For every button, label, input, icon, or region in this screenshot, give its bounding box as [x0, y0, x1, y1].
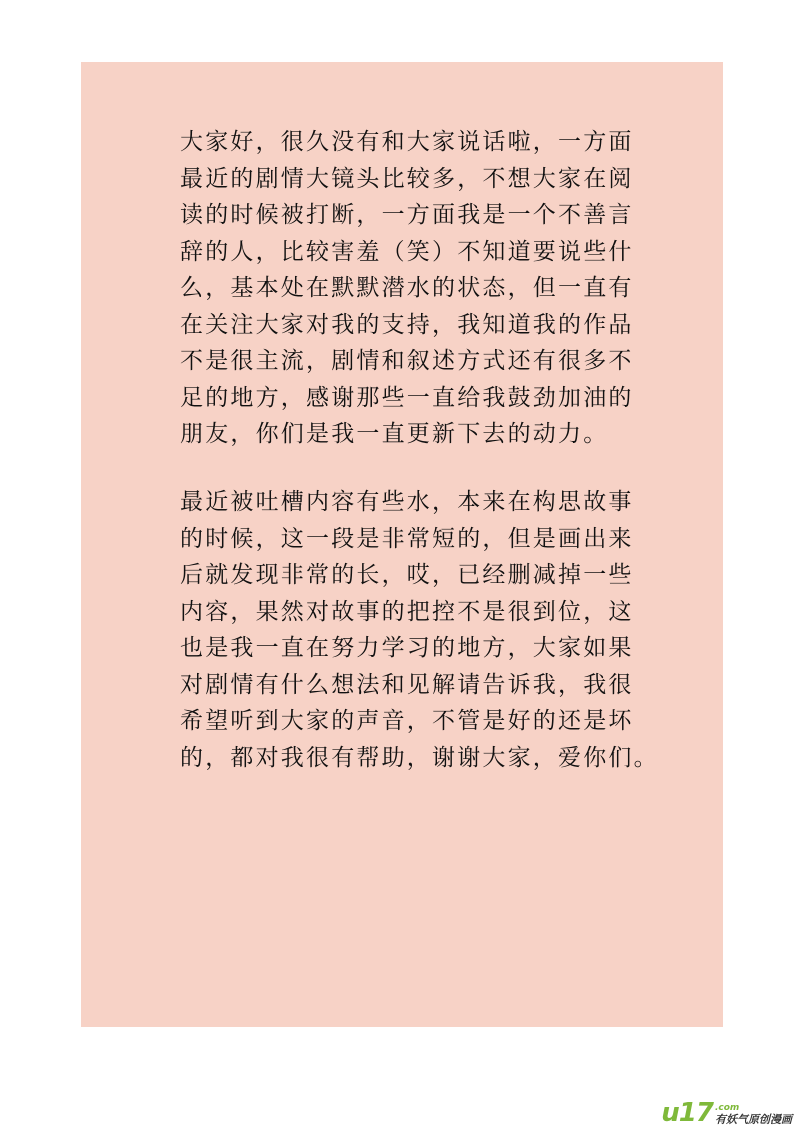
watermark-domain: .com	[715, 1103, 740, 1113]
paragraph-2-line: 后就发现非常的长，哎，已经删减掉一些	[180, 562, 634, 588]
paragraph-1-line: 在关注大家对我的支持，我知道我的作品	[180, 311, 634, 338]
site-watermark	[661, 1100, 792, 1126]
watermark-logo: u17	[661, 1098, 713, 1128]
paragraph-2-line: 的时候，这一段是非常短的，但是画出来	[180, 525, 634, 552]
paragraph-1-line: 朋友，你们是我一直更新下去的动力。	[180, 421, 609, 447]
watermark-text	[715, 1104, 792, 1126]
watermark-slogan: 有妖气原创漫画	[715, 1113, 792, 1126]
paragraph-2-line: 的，都对我很有帮助，谢谢大家，爱你们。	[180, 744, 659, 771]
paragraph-1-line: 最近的剧情大镜头比较多，不想大家在阅	[180, 165, 634, 192]
paragraph-2-line: 最近被吐槽内容有些水，本来在构思故事	[180, 489, 634, 515]
paragraph-1-line: 读的时候被打断，一方面我是一个不善言	[180, 202, 634, 228]
paragraph-1-line: 辞的人，比较害羞（笑）不知道要说些什	[180, 238, 634, 265]
paragraph-1-line: 么，基本处在默默潜水的状态，但一直有	[180, 275, 634, 301]
paragraph-2-line: 内容，果然对故事的把控不是很到位，这	[180, 598, 634, 625]
paragraph-2-line: 对剧情有什么想法和见解请告诉我，我很	[180, 671, 634, 698]
paragraph-2-line: 也是我一直在努力学习的地方，大家如果	[180, 635, 634, 661]
paragraph-2	[180, 484, 700, 776]
paragraph-1-line: 大家好，很久没有和大家说话啦，一方面	[180, 129, 634, 155]
paragraph-1	[180, 124, 700, 453]
paragraph-1-line: 不是很主流，剧情和叙述方式还有很多不	[180, 348, 634, 374]
paragraph-2-line: 希望听到大家的声音，不管是好的还是坏	[180, 708, 634, 734]
paragraph-1-line: 足的地方，感谢那些一直给我鼓劲加油的	[180, 384, 634, 411]
